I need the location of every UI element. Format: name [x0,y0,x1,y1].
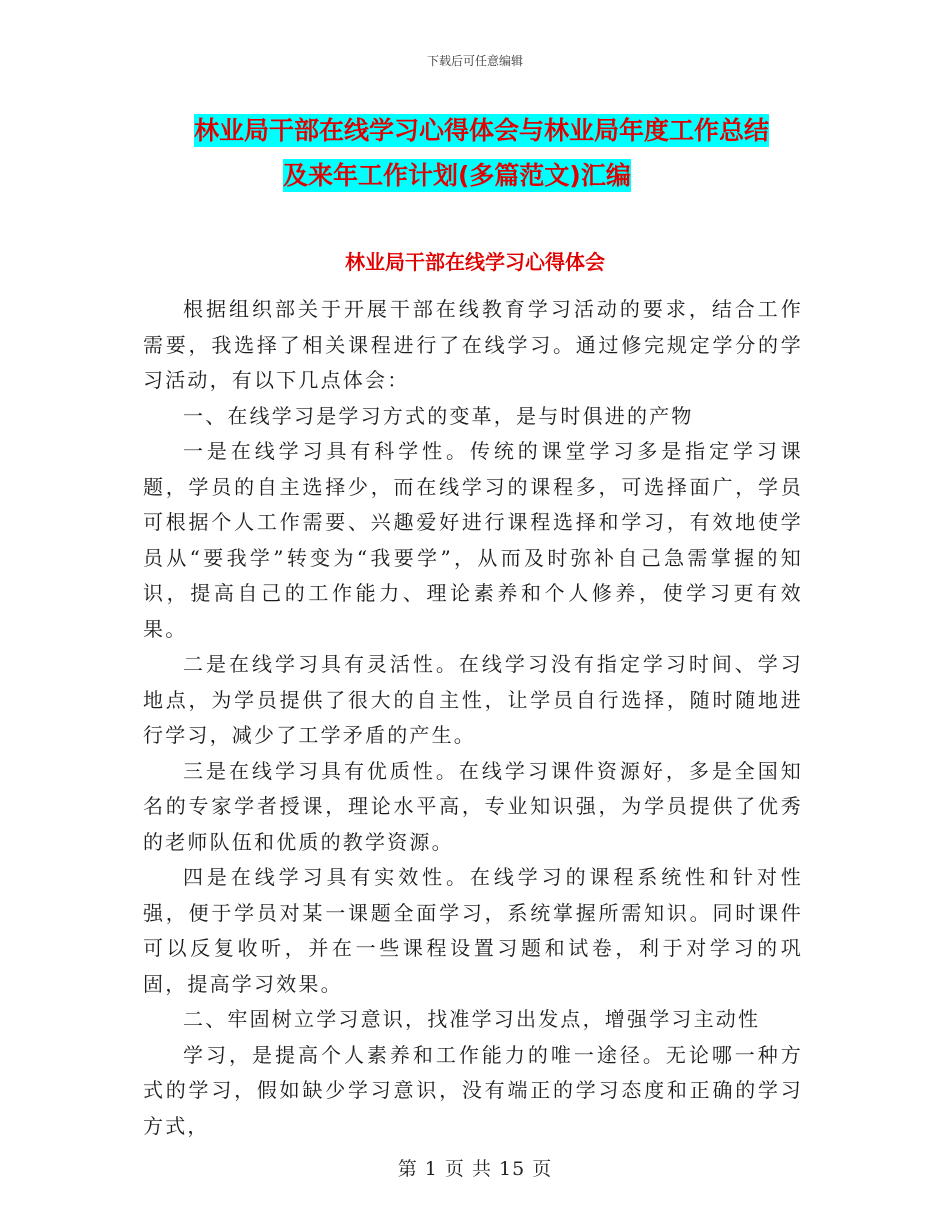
document-title-line-1 [140,108,820,153]
page-number-footer: 第 1 页 共 15 页 [397,1158,553,1180]
document-title [140,108,820,198]
paragraph: 二是在线学习具有灵活性。在线学习没有指定学习时间、学习地点，为学员提供了很大的自主性，让学员自行选择，随时随地进行学习，减少了工学矛盾的产生。 [143,652,803,747]
title-highlight: 及来年工作计划(多篇范文)汇编 [283,161,631,190]
section-title: 林业局干部在线学习心得体会 [345,250,605,274]
paragraph: 学习，是提高个人素养和工作能力的唯一途径。无论哪一种方式的学习，假如缺少学习意识，没有端正的学习态度和正确的学习方式， [143,1042,803,1138]
paragraph: 一是在线学习具有科学性。传统的课堂学习多是指定学习课题，学员的自主选择少，而在线学习的课程多，可选择面广，学员可根据个人工作需要、兴趣爱好进行课程选择和学习，有效地使学员从“要我学”转变为“我要学”，从而及时弥补自己急需掌握的知识，提高自己的工作能力、理论素养和个人修养，使学习更有效果。 [143,439,803,641]
title-highlight: 林业局干部在线学习心得体会与林业局年度工作总结 [194,116,770,145]
header-note: 下载后可任意编辑 [426,54,523,68]
paragraph: 根据组织部关于开展干部在线教育学习活动的要求，结合工作需要，我选择了相关课程进行了在线学习。通过修完规定学分的学习活动，有以下几点体会： [143,297,803,392]
paragraph: 三是在线学习具有优质性。在线学习课件资源好，多是全国知名的专家学者授课，理论水平高，专业知识强，为学员提供了优秀的老师队伍和优质的教学资源。 [143,758,803,854]
paragraph: 一、在线学习是学习方式的变革，是与时俱进的产物 [183,403,694,428]
document-body [143,292,803,1144]
paragraph: 二、牢固树立学习意识，找准学习出发点，增强学习主动性 [183,1007,761,1031]
document-title-line-2 [140,153,820,198]
paragraph: 四是在线学习具有实效性。在线学习的课程系统性和针对性强，便于学员对某一课题全面学习，系统掌握所需知识。同时课件可以反复收听，并在一些课程设置习题和试卷，利于对学习的巩固，提高学习效果。 [143,865,803,996]
